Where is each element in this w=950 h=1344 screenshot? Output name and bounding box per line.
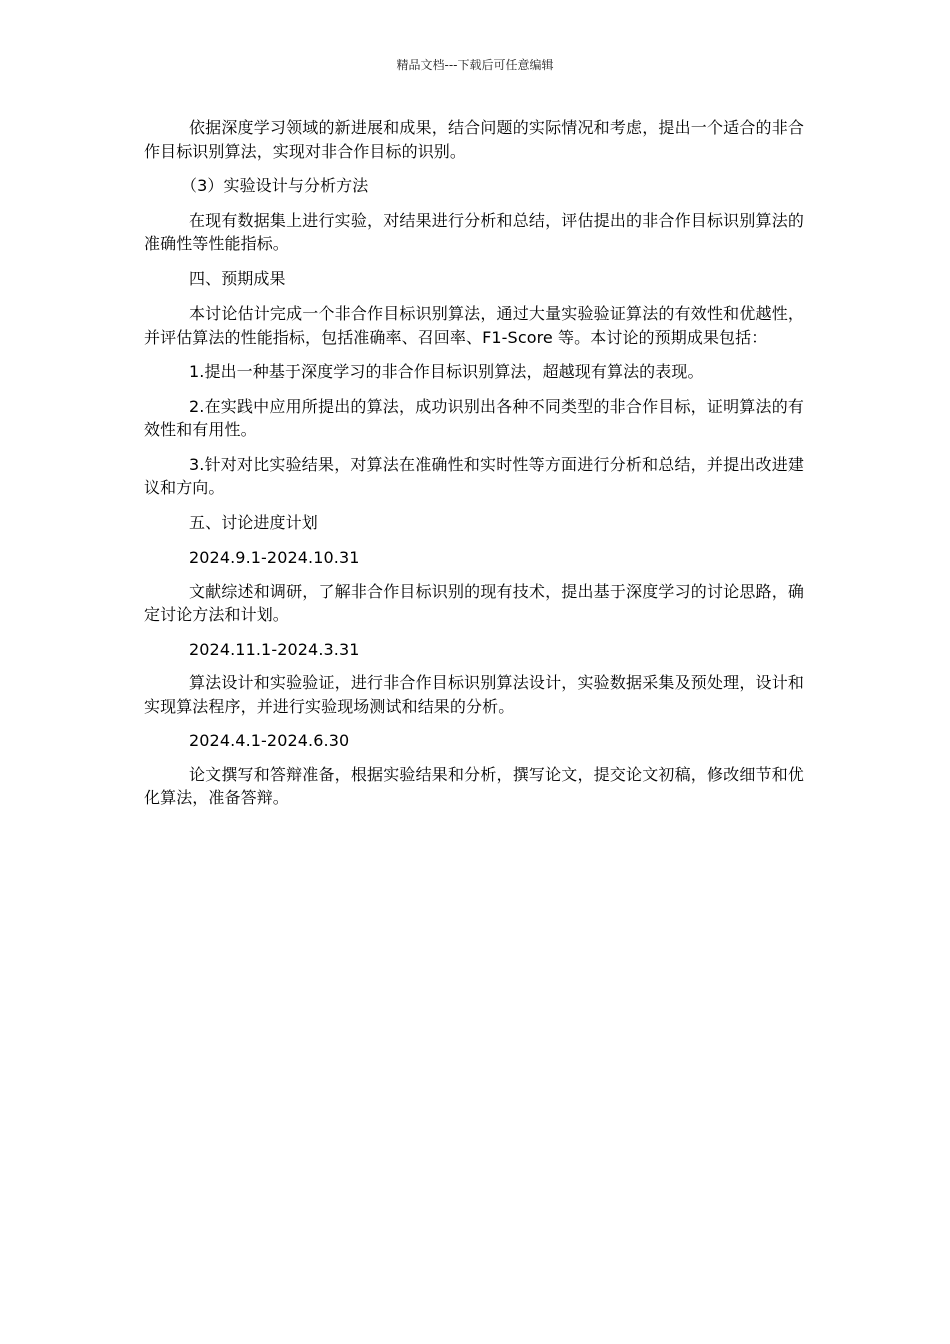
list-item-result-2: 2.在实践中应用所提出的算法，成功识别出各种不同类型的非合作目标，证明算法的有效性和有用性。 — [144, 396, 804, 439]
document-body — [144, 116, 804, 821]
schedule-description-1: 文献综述和调研，了解非合作目标识别的现有技术，提出基于深度学习的讨论思路，确定讨论方法和计划。 — [144, 581, 804, 624]
paragraph-method-summary: 依据深度学习领域的新进展和成果，结合问题的实际情况和考虑，提出一个适合的非合作目标识别算法，实现对非合作目标的识别。 — [144, 118, 804, 161]
page-header: 精品文档---下载后可任意编辑 — [396, 58, 554, 72]
schedule-description-3: 论文撰写和答辩准备，根据实验结果和分析，撰写论文，提交论文初稿，修改细节和优化算法，准备答辩。 — [144, 764, 804, 807]
schedule-date-1: 2024.9.1-2024.10.31 — [189, 548, 360, 567]
section-heading-experiment-design: （3）实验设计与分析方法 — [181, 176, 369, 195]
paragraph-expected-intro: 本讨论估计完成一个非合作目标识别算法，通过大量实验验证算法的有效性和优越性，并评估算法的性能指标，包括准确率、召回率、F1-Score 等。本讨论的预期成果包括： — [144, 304, 804, 347]
section-heading-expected-results: 四、预期成果 — [189, 268, 286, 288]
schedule-date-2: 2024.11.1-2024.3.31 — [189, 639, 360, 659]
schedule-description-2: 算法设计和实验验证，进行非合作目标识别算法设计，实验数据采集及预处理，设计和实现算法程序，并进行实验现场测试和结果的分析。 — [144, 673, 804, 716]
schedule-date-3: 2024.4.1-2024.6.30 — [189, 731, 350, 750]
section-heading-schedule: 五、讨论进度计划 — [189, 512, 318, 532]
list-item-result-3: 3.针对对比实验结果，对算法在准确性和实时性等方面进行分析和总结，并提出改进建议和方向。 — [144, 454, 804, 497]
paragraph-experiment: 在现有数据集上进行实验，对结果进行分析和总结，评估提出的非合作目标识别算法的准确性等性能指标。 — [144, 210, 804, 253]
list-item-result-1: 1.提出一种基于深度学习的非合作目标识别算法，超越现有算法的表现。 — [189, 362, 704, 381]
